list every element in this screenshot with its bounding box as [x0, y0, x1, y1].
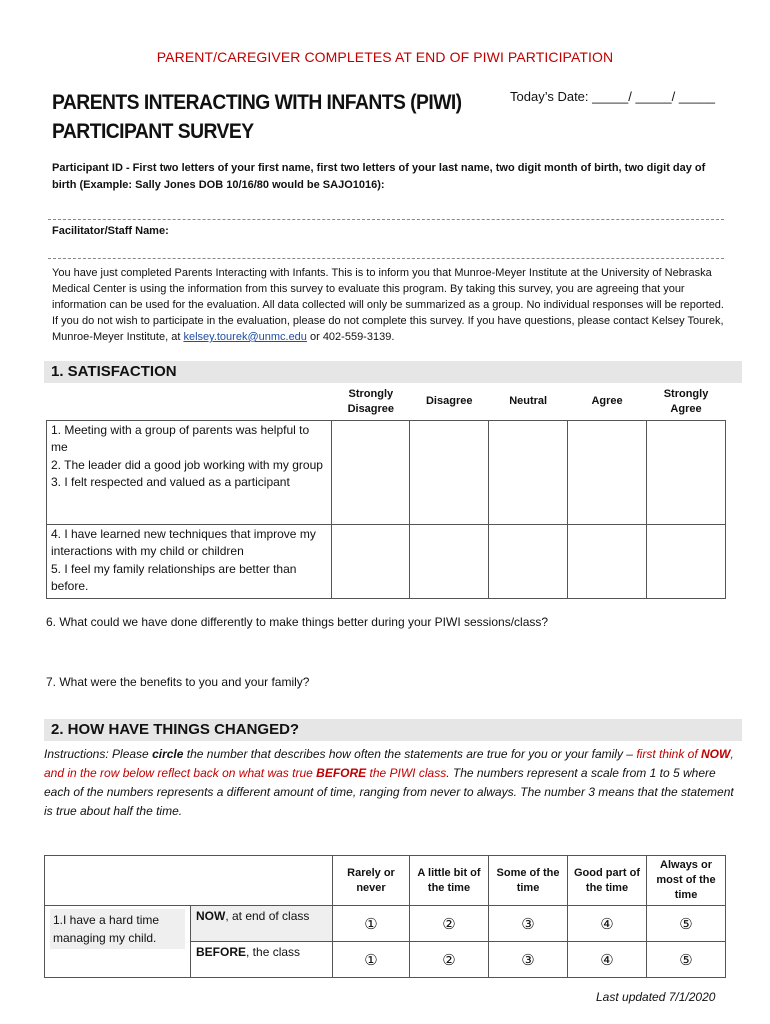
table-row [47, 420, 726, 524]
instr-before: BEFORE [316, 766, 367, 780]
satisfaction-table [46, 384, 726, 599]
rating-cell[interactable] [489, 420, 568, 524]
table-row [45, 906, 726, 942]
col-some: Some of the time [489, 856, 568, 906]
rating-cell[interactable] [332, 524, 410, 598]
intro-tail: or 402-559-3139. [306, 331, 395, 343]
rating-cell[interactable] [647, 524, 726, 598]
col-little: A little bit of the time [410, 856, 489, 906]
item-2: 2. The leader did a good job working with my group [51, 457, 323, 472]
question-7: 7. What were the benefits to you and your family? [46, 675, 310, 689]
instr-text-red: the PIWI class [366, 766, 447, 780]
section-2-header: 2. HOW HAVE THINGS CHANGED? [44, 719, 742, 741]
now-option-1[interactable]: ① [333, 906, 410, 942]
now-rest: , at end of class [225, 909, 310, 923]
col-disagree: Disagree [425, 395, 473, 408]
col-strongly-agree: Strongly Agree [663, 387, 709, 415]
page-title [52, 88, 462, 146]
item-1: 1. Meeting with a group of parents was helpful to me [51, 422, 310, 454]
col-always: Always or most of the time [647, 856, 726, 906]
col-strongly-disagree: Strongly Disagree [347, 387, 395, 415]
intro-paragraph [52, 265, 724, 345]
item-3: 3. I felt respected and valued as a participant [51, 475, 290, 489]
before-label [191, 942, 333, 978]
col-good-part: Good part of the time [568, 856, 647, 906]
now-option-3[interactable]: ③ [489, 906, 568, 942]
question-6: 6. What could we have done differently to make things better during your PIWI sessions/class? [46, 615, 549, 629]
section-2-instructions [44, 745, 734, 821]
completion-note: PARENT/CAREGIVER COMPLETES AT END OF PIWI PARTICIPATION [156, 49, 614, 65]
instr-text-red: , and in the row below reflect back on what was true [44, 747, 734, 780]
item-cell [45, 906, 191, 978]
before-rest: , the class [246, 945, 301, 959]
instr-now: NOW [701, 747, 731, 761]
title-line-1: PARENTS INTERACTING WITH INFANTS (PIWI) [52, 91, 462, 114]
last-updated: Last updated 7/1/2020 [596, 990, 716, 1004]
col-neutral: Neutral [509, 395, 548, 408]
instr-circle: circle [152, 747, 184, 761]
title-line-2: PARTICIPANT SURVEY [52, 120, 254, 143]
table-corner [47, 384, 332, 420]
change-table [44, 855, 726, 978]
participant-id-line[interactable] [48, 219, 724, 220]
section-1-header: 1. SATISFACTION [44, 361, 742, 383]
intro-text: You have just completed Parents Interacting with Infants. This is to inform you that Munroe-Meyer Institute at the University of Nebraska Medical Center is using the information from this survey to evaluate this program. By taking this survey, you are agreeing that your information can be used for the evaluation. All data collected will only be summarized as a group. No individual responses will be reported. If you do not wish to participate in the evaluation, please do not complete this survey. If you have questions, please contact Kelsey Tourek, Munroe-Meyer Institute, at [52, 267, 724, 343]
rating-cell[interactable] [568, 524, 647, 598]
col-rarely: Rarely or never [333, 856, 410, 906]
item-4: 4. I have learned new techniques that improve my interactions with my child or children [51, 526, 316, 558]
rating-cell[interactable] [410, 420, 489, 524]
before-option-2[interactable]: ② [410, 942, 489, 978]
now-label [191, 906, 333, 942]
before-bold: BEFORE [196, 945, 247, 959]
before-option-3[interactable]: ③ [489, 942, 568, 978]
now-option-2[interactable]: ② [410, 906, 489, 942]
contact-email-link[interactable]: kelsey.tourek@unmc.edu [183, 331, 307, 343]
rating-cell[interactable] [647, 420, 726, 524]
col-agree: Agree [591, 395, 623, 408]
instr-text: . The numbers represent a scale from 1 to 5 where each of the numbers represents a different amount of time, ranging from never to always. The number 3 means that the statement is true about half the time. [44, 766, 734, 818]
facilitator-name-label: Facilitator/Staff Name: [52, 225, 169, 237]
before-option-4[interactable]: ④ [568, 942, 647, 978]
item-5: 5. I feel my family relationships are better than before. [51, 561, 297, 593]
instr-text: Instructions: Please [44, 747, 153, 761]
items-4-5-cell [47, 524, 332, 598]
rating-cell[interactable] [568, 420, 647, 524]
rating-cell[interactable] [489, 524, 568, 598]
facilitator-name-line[interactable] [48, 258, 724, 259]
items-1-3-cell [47, 420, 332, 524]
table-corner [45, 856, 333, 906]
instr-first-think: first think of [636, 747, 702, 761]
now-option-4[interactable]: ④ [568, 906, 647, 942]
rating-cell[interactable] [332, 420, 410, 524]
before-option-5[interactable]: ⑤ [647, 942, 726, 978]
todays-date-field[interactable]: Today’s Date: _____/ _____/ _____ [510, 89, 716, 104]
table-row [47, 524, 726, 598]
instr-text: the number that describes how often the statements are true for you or your family – [183, 747, 637, 761]
change-item-1: 1.I have a hard time managing my child. [50, 909, 185, 949]
rating-cell[interactable] [410, 524, 489, 598]
before-option-1[interactable]: ① [333, 942, 410, 978]
now-option-5[interactable]: ⑤ [647, 906, 726, 942]
participant-id-instructions: Participant ID - First two letters of your first name, first two letters of your last name, two digit month of birth, two digit day of birth (Example: Sally Jones DOB 10/16/80 would be SAJO1016): [52, 162, 706, 191]
now-bold: NOW [196, 909, 226, 923]
